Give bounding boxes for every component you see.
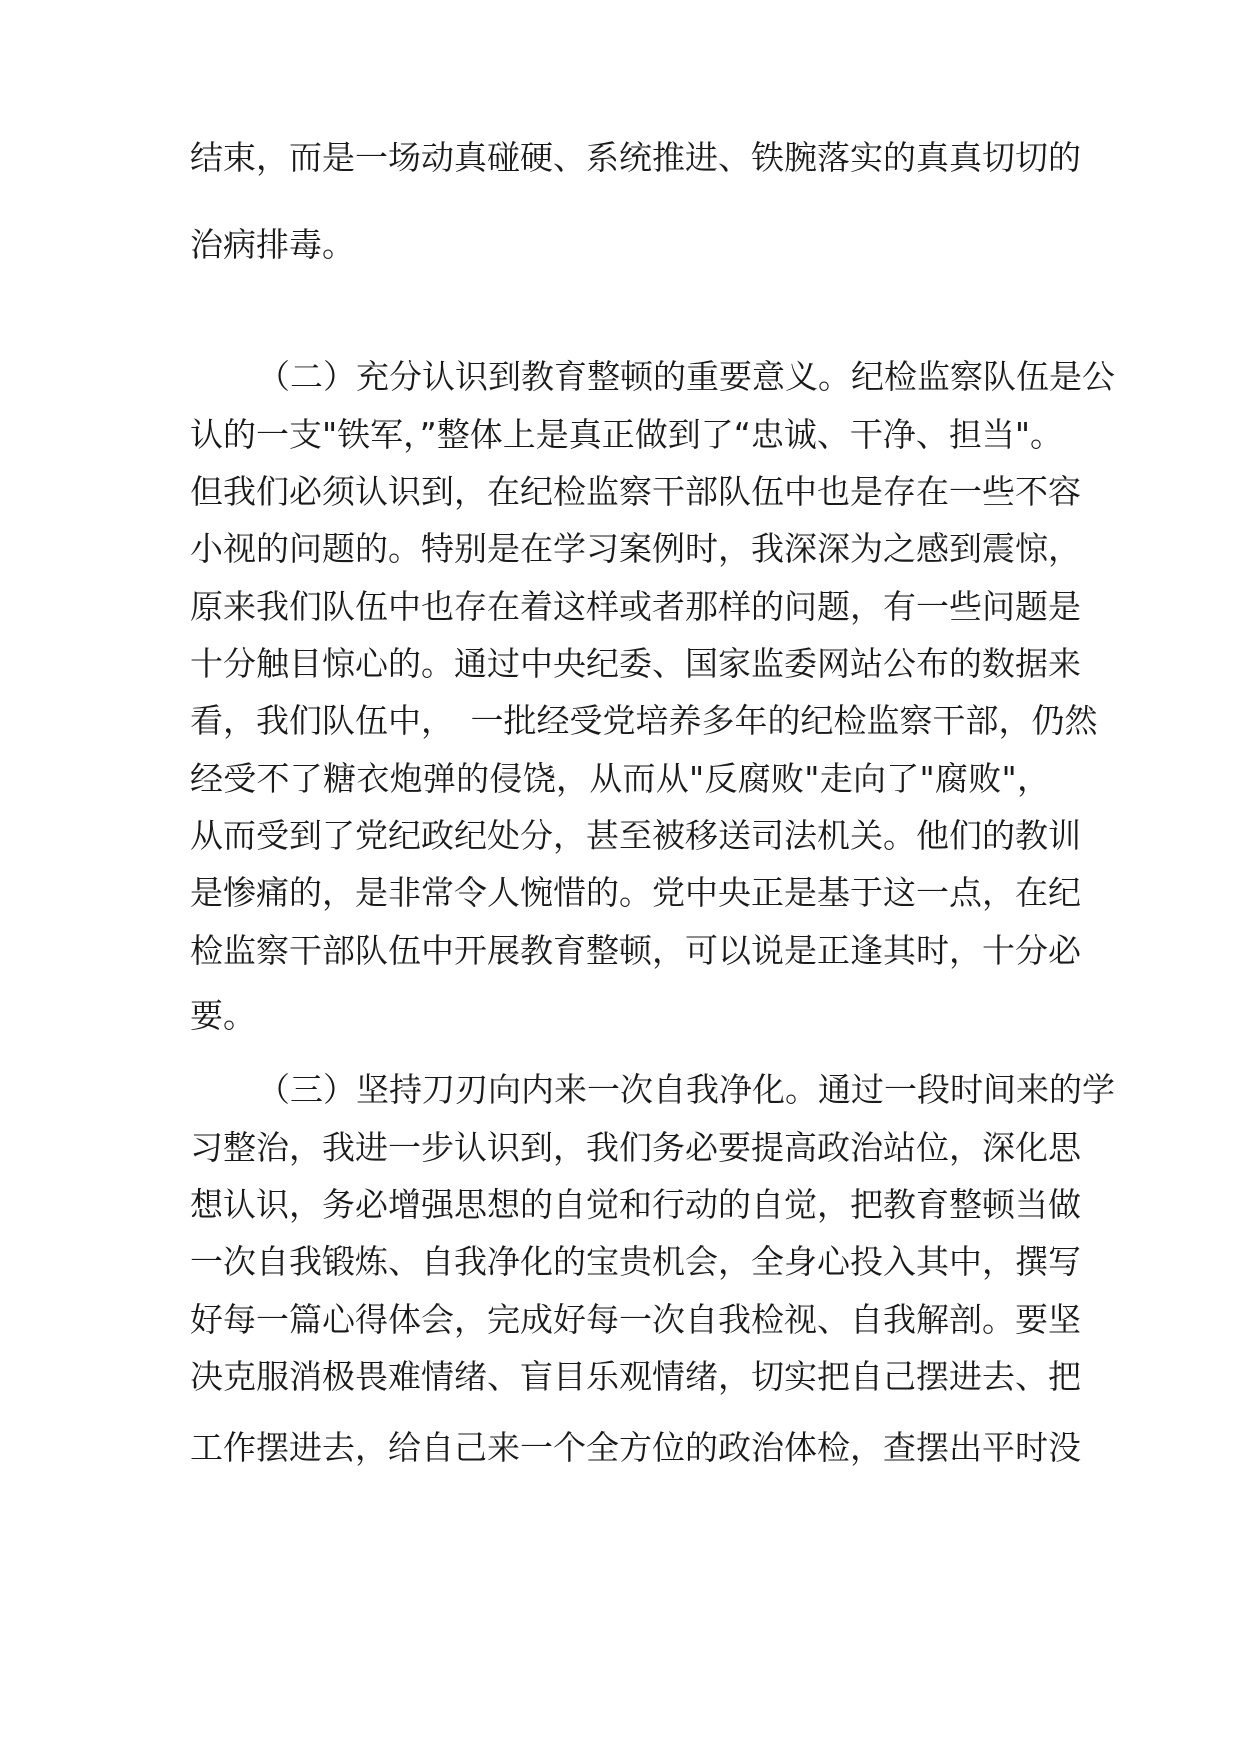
text-line: 工作摆进去，给自己来一个全方位的政治体检，查摆出平时没: [190, 1428, 1081, 1467]
text-line: 治病排毒。: [190, 225, 355, 264]
text-line: 看，我们队伍中， 一批经受党培养多年的纪检监察干部，仍然: [190, 701, 1098, 740]
text-line: 但我们必须认识到，在纪检监察干部队伍中也是存在一些不容: [190, 472, 1081, 511]
text-line: 要。: [190, 996, 256, 1035]
text-line: 一次自我锻炼、自我净化的宝贵机会，全身心投入其中，撰写: [190, 1242, 1081, 1281]
text-line: 是惨痛的，是非常令人惋惜的。党中央正是基于这一点，在纪: [190, 873, 1081, 912]
paragraph-heading-line: （二）充分认识到教育整顿的重要意义。纪检监察队伍是公: [257, 357, 1115, 396]
text-line: 好每一篇心得体会，完成好每一次自我检视、自我解剖。要坚: [190, 1300, 1081, 1339]
text-line: 十分触目惊心的。通过中央纪委、国家监委网站公布的数据来: [190, 644, 1081, 683]
text-line: 想认识，务必增强思想的自觉和行动的自觉，把教育整顿当做: [190, 1185, 1081, 1224]
text-line: 小视的问题的。特别是在学习案例时，我深深为之感到震惊，: [190, 529, 1081, 568]
text-line: 习整治，我进一步认识到，我们务必要提高政治站位，深化思: [190, 1128, 1081, 1167]
text-line: 检监察干部队伍中开展教育整顿，可以说是正逢其时，十分必: [190, 931, 1081, 970]
text-line: 认的一支"铁军，”整体上是真正做到了“忠诚、干净、担当"。: [190, 415, 1064, 454]
text-line: 结束，而是一场动真碰硬、系统推进、铁腕落实的真真切切的: [190, 138, 1081, 177]
paragraph-heading-line: （三）坚持刀刃向内来一次自我净化。通过一段时间来的学: [257, 1070, 1115, 1109]
text-line: 经受不了糖衣炮弹的侵饶，从而从"反腐败"走向了"腐败"，: [190, 759, 1050, 798]
text-line: 原来我们队伍中也存在着这样或者那样的问题，有一些问题是: [190, 587, 1081, 626]
text-line: 决克服消极畏难情绪、盲目乐观情绪，切实把自己摆进去、把: [190, 1357, 1081, 1396]
text-line: 从而受到了党纪政纪处分，甚至被移送司法机关。他们的教训: [190, 816, 1081, 855]
